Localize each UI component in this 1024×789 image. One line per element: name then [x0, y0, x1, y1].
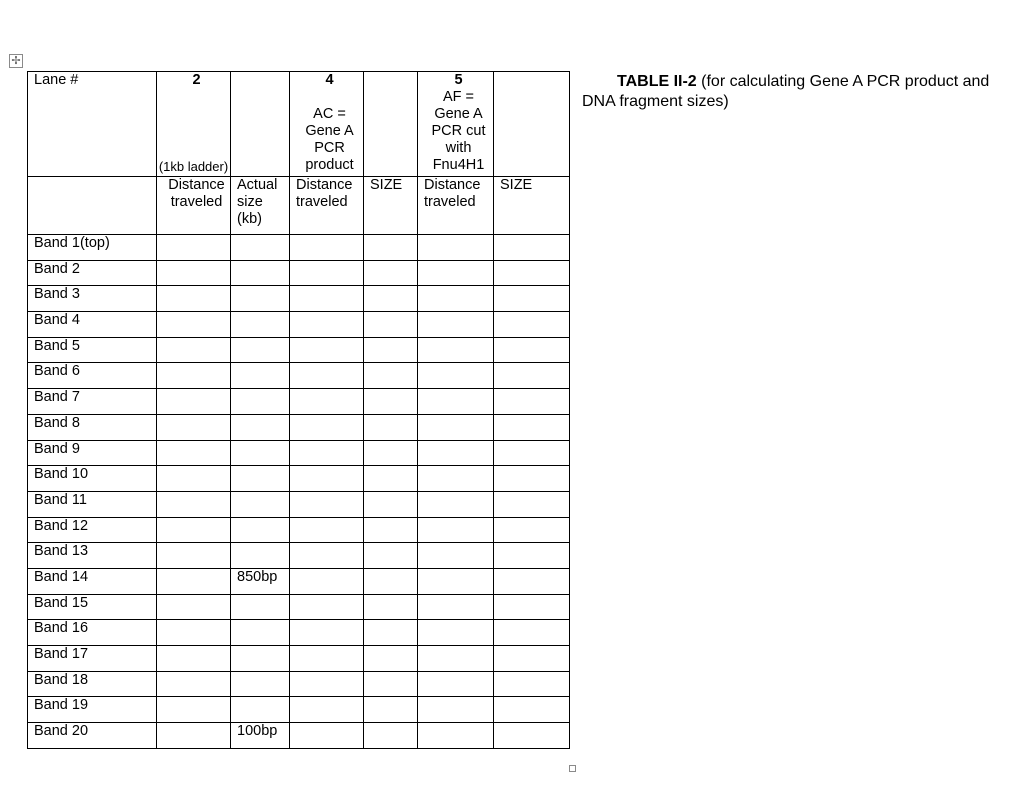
table-cell[interactable] — [364, 466, 418, 492]
table-row — [28, 286, 570, 312]
table-cell[interactable] — [157, 517, 231, 543]
table-row — [28, 235, 570, 261]
table-cell[interactable] — [418, 697, 494, 723]
table-cell[interactable] — [494, 440, 570, 466]
table-cell[interactable] — [290, 286, 364, 312]
table-cell[interactable] — [290, 620, 364, 646]
table-cell[interactable] — [157, 594, 231, 620]
actual-size-cell[interactable] — [231, 312, 290, 338]
table-cell[interactable] — [418, 491, 494, 517]
caption-text: (for calculating Gene A PCR product and DNA fragment sizes) — [582, 73, 990, 110]
table-row — [28, 517, 570, 543]
actual-size-cell[interactable] — [231, 491, 290, 517]
table-row — [28, 491, 570, 517]
table-cell[interactable] — [418, 517, 494, 543]
table-cell[interactable] — [157, 312, 231, 338]
table-cell[interactable] — [364, 543, 418, 569]
table-cell[interactable] — [364, 697, 418, 723]
table-cell[interactable] — [418, 312, 494, 338]
table-cell[interactable] — [157, 620, 231, 646]
table-cell[interactable] — [494, 389, 570, 415]
actual-size-cell[interactable] — [231, 620, 290, 646]
band-label-cell[interactable]: Band 2 — [28, 260, 157, 286]
table-cell[interactable] — [290, 594, 364, 620]
header-empty-cell[interactable] — [231, 72, 290, 177]
table-row — [28, 260, 570, 286]
table-cell[interactable] — [157, 337, 231, 363]
actual-size-cell[interactable] — [231, 517, 290, 543]
table-cell[interactable] — [290, 697, 364, 723]
band-label-cell[interactable]: Band 4 — [28, 312, 157, 338]
actual-size-cell[interactable] — [231, 697, 290, 723]
band-label-cell[interactable]: Band 17 — [28, 646, 157, 672]
table-cell[interactable] — [364, 337, 418, 363]
table-row — [28, 594, 570, 620]
table-cell[interactable] — [364, 286, 418, 312]
lane4-header-cell[interactable] — [290, 72, 364, 177]
table-cell[interactable] — [418, 543, 494, 569]
table-cell[interactable] — [418, 620, 494, 646]
table-cell[interactable] — [290, 363, 364, 389]
col-size-header[interactable]: SIZE — [364, 177, 418, 235]
actual-size-cell[interactable] — [231, 671, 290, 697]
table-cell[interactable] — [494, 620, 570, 646]
band-label-cell[interactable]: Band 6 — [28, 363, 157, 389]
table-row — [28, 312, 570, 338]
table-cell[interactable] — [157, 671, 231, 697]
table-cell[interactable] — [494, 337, 570, 363]
table-cell[interactable] — [364, 723, 418, 749]
band-label-cell[interactable]: Band 20 — [28, 723, 157, 749]
lane2-description: (1kb ladder) — [158, 159, 229, 175]
actual-size-cell[interactable]: 100bp — [231, 723, 290, 749]
lane2-header-cell[interactable] — [157, 72, 231, 177]
table-cell[interactable] — [418, 671, 494, 697]
table-cell[interactable] — [494, 414, 570, 440]
table-row — [28, 568, 570, 594]
header-row-lanes — [28, 72, 570, 177]
band-label-cell[interactable]: Band 5 — [28, 337, 157, 363]
table-cell[interactable] — [364, 671, 418, 697]
table-row — [28, 363, 570, 389]
table-cell[interactable] — [418, 363, 494, 389]
table-cell[interactable] — [494, 671, 570, 697]
table-cell[interactable] — [494, 723, 570, 749]
col-distance-header[interactable]: Distance traveled — [418, 177, 494, 235]
table-cell[interactable] — [418, 440, 494, 466]
table-cell[interactable] — [364, 646, 418, 672]
table-cell[interactable] — [418, 286, 494, 312]
table-cell[interactable] — [364, 491, 418, 517]
table-cell[interactable] — [494, 286, 570, 312]
table-cell[interactable] — [494, 697, 570, 723]
lane-label-cell[interactable] — [28, 72, 157, 177]
actual-size-cell[interactable] — [231, 414, 290, 440]
table-cell[interactable] — [157, 466, 231, 492]
table-cell[interactable] — [418, 389, 494, 415]
actual-size-cell[interactable] — [231, 260, 290, 286]
table-row — [28, 646, 570, 672]
table-cell[interactable] — [494, 517, 570, 543]
table-cell[interactable] — [157, 568, 231, 594]
band-label-cell[interactable]: Band 1(top) — [28, 235, 157, 261]
table-cell[interactable] — [290, 517, 364, 543]
band-label-cell[interactable]: Band 16 — [28, 620, 157, 646]
table-row — [28, 723, 570, 749]
table-cell[interactable] — [418, 723, 494, 749]
col-distance-header[interactable]: Distance traveled — [290, 177, 364, 235]
header-empty-cell[interactable] — [28, 177, 157, 235]
band-label-cell[interactable]: Band 9 — [28, 440, 157, 466]
table-row — [28, 620, 570, 646]
table-cell[interactable] — [418, 466, 494, 492]
actual-size-cell[interactable]: 850bp — [231, 568, 290, 594]
table-row — [28, 697, 570, 723]
table-row — [28, 466, 570, 492]
band-label-cell[interactable]: Band 7 — [28, 389, 157, 415]
table-caption — [582, 72, 1022, 111]
table-cell[interactable] — [290, 466, 364, 492]
table-cell[interactable] — [494, 543, 570, 569]
table-cell[interactable] — [290, 671, 364, 697]
lane5-description: AF = Gene A PCR cut with Fnu4H1 — [431, 89, 486, 173]
table-row — [28, 671, 570, 697]
band-label-cell[interactable]: Band 3 — [28, 286, 157, 312]
table-cell[interactable] — [290, 389, 364, 415]
table-cell[interactable] — [418, 337, 494, 363]
table-cell[interactable] — [157, 389, 231, 415]
col-size-header[interactable]: SIZE — [494, 177, 570, 235]
table-cell[interactable] — [494, 260, 570, 286]
table-cell[interactable] — [494, 646, 570, 672]
band-label-cell[interactable]: Band 10 — [28, 466, 157, 492]
table-row — [28, 440, 570, 466]
table-cell[interactable] — [494, 491, 570, 517]
band-label-cell[interactable]: Band 19 — [28, 697, 157, 723]
band-label-cell[interactable]: Band 13 — [28, 543, 157, 569]
lane4-description: AC = Gene A PCR product — [305, 106, 354, 173]
table-cell[interactable] — [364, 594, 418, 620]
actual-size-cell[interactable] — [231, 440, 290, 466]
table-cell[interactable] — [157, 235, 231, 261]
actual-size-cell[interactable] — [231, 235, 290, 261]
table-cell[interactable] — [364, 414, 418, 440]
table-cell[interactable] — [157, 491, 231, 517]
table-cell[interactable] — [290, 723, 364, 749]
table-cell[interactable] — [290, 312, 364, 338]
actual-size-cell[interactable] — [231, 594, 290, 620]
table-row — [28, 543, 570, 569]
band-label-cell[interactable]: Band 8 — [28, 414, 157, 440]
table-cell[interactable] — [364, 312, 418, 338]
col-distance-header[interactable]: Distance traveled — [157, 177, 231, 235]
header-empty-cell[interactable] — [494, 72, 570, 177]
table-cell[interactable] — [290, 235, 364, 261]
table-cell[interactable] — [418, 646, 494, 672]
table-cell[interactable] — [364, 440, 418, 466]
table-cell[interactable] — [157, 543, 231, 569]
actual-size-cell[interactable] — [231, 363, 290, 389]
lane-label: Lane # — [34, 72, 79, 88]
table-cell[interactable] — [494, 363, 570, 389]
table-cell[interactable] — [290, 543, 364, 569]
table-cell[interactable] — [364, 517, 418, 543]
table-row — [28, 337, 570, 363]
actual-size-cell[interactable] — [231, 646, 290, 672]
table-cell[interactable] — [418, 594, 494, 620]
actual-size-cell[interactable] — [231, 466, 290, 492]
caption-title: TABLE II-2 — [617, 73, 697, 90]
table-cell[interactable] — [494, 594, 570, 620]
band-label-cell[interactable]: Band 11 — [28, 491, 157, 517]
table-cell[interactable] — [364, 260, 418, 286]
table-cell[interactable] — [157, 286, 231, 312]
table-cell[interactable] — [290, 260, 364, 286]
gel-size-table — [27, 71, 570, 749]
table-cell[interactable] — [290, 337, 364, 363]
header-empty-cell[interactable] — [364, 72, 418, 177]
table-cell[interactable] — [290, 568, 364, 594]
table-row — [28, 414, 570, 440]
band-label-cell[interactable]: Band 18 — [28, 671, 157, 697]
actual-size-cell[interactable] — [231, 389, 290, 415]
table-cell[interactable] — [494, 466, 570, 492]
band-label-cell[interactable]: Band 12 — [28, 517, 157, 543]
table-cell[interactable] — [157, 440, 231, 466]
table-cell[interactable] — [290, 491, 364, 517]
header-row-columns — [28, 177, 570, 235]
table-cell[interactable] — [364, 363, 418, 389]
lane4-number: 4 — [325, 72, 334, 88]
lane2-number: 2 — [192, 72, 201, 88]
col-actual-size-header[interactable]: Actual size (kb) — [231, 177, 290, 235]
table-cell[interactable] — [418, 568, 494, 594]
table-cell[interactable] — [494, 568, 570, 594]
lane5-number: 5 — [454, 72, 463, 88]
table-resize-handle-icon[interactable] — [569, 765, 576, 772]
table-cell[interactable] — [418, 260, 494, 286]
table-cell[interactable] — [157, 363, 231, 389]
actual-size-cell[interactable] — [231, 286, 290, 312]
table-cell[interactable] — [157, 414, 231, 440]
table-move-handle-icon[interactable]: ✢ — [9, 54, 23, 68]
lane5-header-cell[interactable] — [418, 72, 494, 177]
table-cell[interactable] — [364, 620, 418, 646]
table-cell[interactable] — [494, 312, 570, 338]
table-cell[interactable] — [364, 568, 418, 594]
table-cell[interactable] — [290, 440, 364, 466]
table-cell[interactable] — [290, 646, 364, 672]
actual-size-cell[interactable] — [231, 337, 290, 363]
table-cell[interactable] — [418, 414, 494, 440]
table-cell[interactable] — [157, 723, 231, 749]
actual-size-cell[interactable] — [231, 543, 290, 569]
table-cell[interactable] — [157, 697, 231, 723]
table-cell[interactable] — [418, 235, 494, 261]
table-cell[interactable] — [157, 646, 231, 672]
table-cell[interactable] — [494, 235, 570, 261]
table-cell[interactable] — [364, 389, 418, 415]
table-cell[interactable] — [290, 414, 364, 440]
band-label-cell[interactable]: Band 15 — [28, 594, 157, 620]
table-cell[interactable] — [364, 235, 418, 261]
table-row — [28, 389, 570, 415]
table-cell[interactable] — [157, 260, 231, 286]
band-label-cell[interactable]: Band 14 — [28, 568, 157, 594]
